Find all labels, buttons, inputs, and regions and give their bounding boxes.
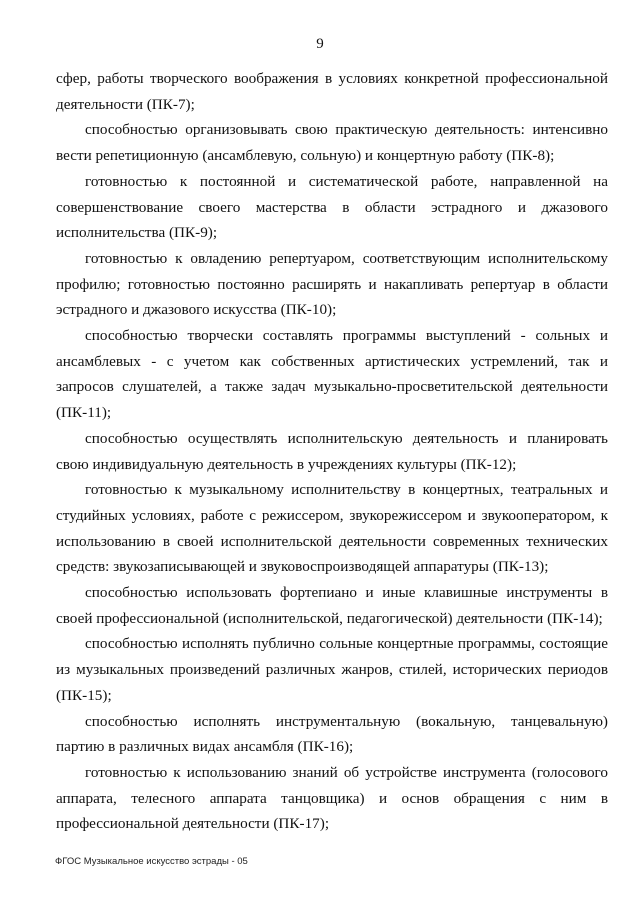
paragraph-pk-8: способностью организовывать свою практическую деятельность: интенсивно вести репетиционную (ансамблевую, сольную) и концертную работу (ПК-8); (56, 121, 608, 165)
paragraph-pk-13: готовностью к музыкальному исполнительству в концертных, театральных и студийных условиях, работе с режиссером, звукорежиссером и звукооператором, к использованию в своей исполнительской деятельности современных технических средств: звукозаписывающей и звуковоспроизводящей аппаратуры (ПК-13); (56, 481, 608, 576)
paragraph-pk-17: готовностью к использованию знаний об устройстве инструмента (голосового аппарата, телесного аппарата танцовщика) и основ обращения с ним в профессиональной деятельности (ПК-17); (56, 763, 608, 833)
paragraph-pk-10: готовностью к овладению репертуаром, соответствующим исполнительскому профилю; готовностью постоянно расширять и накапливать репертуар в области эстрадного и джазового искусства (ПК-10); (56, 249, 608, 319)
paragraph-pk-14: способностью использовать фортепиано и иные клавишные инструменты в своей профессиональной (исполнительской, педагогической) деятельности (ПК-14); (56, 584, 608, 627)
body-text (56, 66, 608, 837)
paragraph-pk-12: способностью осуществлять исполнительскую деятельность и планировать свою индивидуальную деятельность в учреждениях культуры (ПК-12); (56, 429, 608, 473)
paragraph-pk-11: способностью творчески составлять программы выступлений - сольных и ансамблевых - с учетом как собственных артистических устремлений, так и запросов слушателей, а также задач музыкально-просветительской деятельности (ПК-11); (56, 327, 608, 422)
page-footer: ФГОС Музыкальное искусство эстрады - 05 (55, 856, 248, 867)
paragraph-pk-9: готовностью к постоянной и систематической работе, направленной на совершенствование своего мастерства в области эстрадного и джазового исполнительства (ПК-9); (56, 172, 608, 242)
page-number: 9 (316, 36, 324, 52)
paragraph-pk-15: способностью исполнять публично сольные концертные программы, состоящие из музыкальных произведений различных жанров, стилей, исторических периодов (ПК-15); (56, 635, 608, 704)
paragraph-pk-16: способностью исполнять инструментальную (вокальную, танцевальную) партию в различных видах ансамбля (ПК-16); (56, 712, 608, 756)
paragraph-continuation: сфер, работы творческого воображения в условиях конкретной профессиональной деятельности (ПК-7); (56, 70, 608, 113)
